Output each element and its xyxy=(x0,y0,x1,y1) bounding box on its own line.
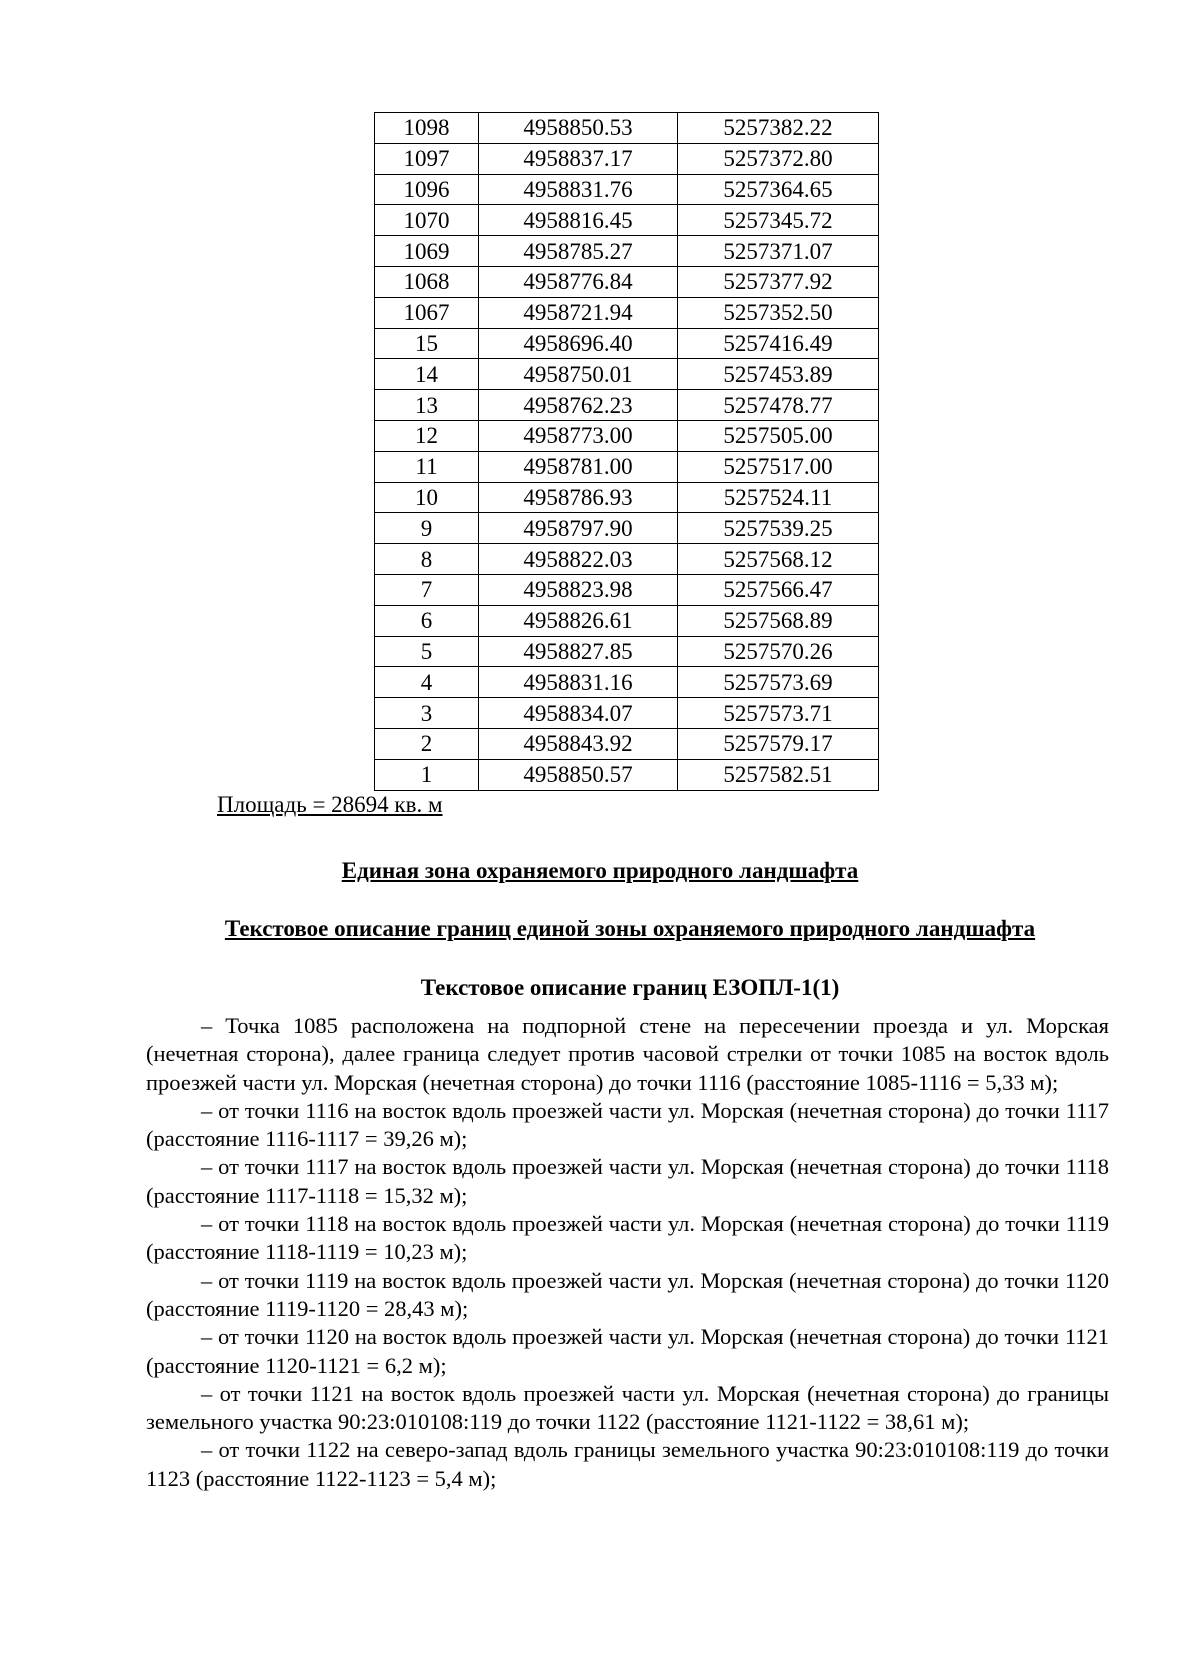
table-row xyxy=(375,759,879,790)
y-coordinate-cell: 5257382.22 xyxy=(678,113,879,144)
y-coordinate-cell: 5257371.07 xyxy=(678,236,879,267)
y-coordinate-cell: 5257478.77 xyxy=(678,390,879,421)
point-number-cell: 1067 xyxy=(375,297,479,328)
y-coordinate-cell: 5257579.17 xyxy=(678,728,879,759)
coordinates-table-body xyxy=(375,113,879,791)
coordinates-table xyxy=(374,112,879,791)
x-coordinate-cell: 4958831.76 xyxy=(479,174,678,205)
y-coordinate-cell: 5257568.89 xyxy=(678,605,879,636)
x-coordinate-cell: 4958826.61 xyxy=(479,605,678,636)
x-coordinate-cell: 4958721.94 xyxy=(479,297,678,328)
zone-title: Единая зона охраняемого природного ландшафта xyxy=(341,858,859,883)
y-coordinate-cell: 5257582.51 xyxy=(678,759,879,790)
x-coordinate-cell: 4958850.53 xyxy=(479,113,678,144)
point-number-cell: 1068 xyxy=(375,266,479,297)
point-number-cell: 4 xyxy=(375,667,479,698)
x-coordinate-cell: 4958750.01 xyxy=(479,359,678,390)
y-coordinate-cell: 5257573.71 xyxy=(678,698,879,729)
table-row xyxy=(375,328,879,359)
point-number-cell: 7 xyxy=(375,574,479,605)
area-label: Площадь = 28694 кв. м xyxy=(217,792,443,817)
table-row xyxy=(375,728,879,759)
point-number-cell: 1070 xyxy=(375,205,479,236)
table-row xyxy=(375,266,879,297)
x-coordinate-cell: 4958827.85 xyxy=(479,636,678,667)
x-coordinate-cell: 4958834.07 xyxy=(479,698,678,729)
x-coordinate-cell: 4958822.03 xyxy=(479,544,678,575)
table-row xyxy=(375,698,879,729)
table-row xyxy=(375,359,879,390)
table-row xyxy=(375,667,879,698)
table-row xyxy=(375,143,879,174)
point-number-cell: 1069 xyxy=(375,236,479,267)
table-row xyxy=(375,420,879,451)
point-number-cell: 15 xyxy=(375,328,479,359)
table-row xyxy=(375,205,879,236)
point-number-cell: 3 xyxy=(375,698,479,729)
x-coordinate-cell: 4958696.40 xyxy=(479,328,678,359)
point-number-cell: 13 xyxy=(375,390,479,421)
table-row xyxy=(375,390,879,421)
x-coordinate-cell: 4958831.16 xyxy=(479,667,678,698)
point-number-cell: 9 xyxy=(375,513,479,544)
y-coordinate-cell: 5257345.72 xyxy=(678,205,879,236)
paragraph: – от точки 1116 на восток вдоль проезжей части ул. Морская (нечетная сторона) до точки 1117 (расстояние 1116-1117 = 39,26 м); xyxy=(146,1097,1109,1152)
point-number-cell: 14 xyxy=(375,359,479,390)
table-row xyxy=(375,605,879,636)
point-number-cell: 6 xyxy=(375,605,479,636)
y-coordinate-cell: 5257573.69 xyxy=(678,667,879,698)
y-coordinate-cell: 5257517.00 xyxy=(678,451,879,482)
y-coordinate-cell: 5257539.25 xyxy=(678,513,879,544)
point-number-cell: 5 xyxy=(375,636,479,667)
x-coordinate-cell: 4958781.00 xyxy=(479,451,678,482)
point-number-cell: 11 xyxy=(375,451,479,482)
table-row xyxy=(375,297,879,328)
x-coordinate-cell: 4958762.23 xyxy=(479,390,678,421)
x-coordinate-cell: 4958850.57 xyxy=(479,759,678,790)
x-coordinate-cell: 4958773.00 xyxy=(479,420,678,451)
point-number-cell: 8 xyxy=(375,544,479,575)
paragraph: – от точки 1120 на восток вдоль проезжей части ул. Морская (нечетная сторона) до точки 1121 (расстояние 1120-1121 = 6,2 м); xyxy=(146,1324,1109,1378)
paragraph: – Точка 1085 расположена на подпорной стене на пересечении проезда и ул. Морская (нечетная сторона), далее граница следует против часовой стрелки от точки 1085 на восток вдоль проезжей части ул. Морская (нечетная сторона) до точки 1116 (расстояние 1085-1116 = 5,33 м); xyxy=(146,1013,1109,1095)
y-coordinate-cell: 5257416.49 xyxy=(678,328,879,359)
y-coordinate-cell: 5257372.80 xyxy=(678,143,879,174)
x-coordinate-cell: 4958776.84 xyxy=(479,266,678,297)
y-coordinate-cell: 5257568.12 xyxy=(678,544,879,575)
table-row xyxy=(375,513,879,544)
point-number-cell: 1096 xyxy=(375,174,479,205)
y-coordinate-cell: 5257570.26 xyxy=(678,636,879,667)
y-coordinate-cell: 5257364.65 xyxy=(678,174,879,205)
y-coordinate-cell: 5257524.11 xyxy=(678,482,879,513)
point-number-cell: 12 xyxy=(375,420,479,451)
paragraph: – от точки 1121 на восток вдоль проезжей части ул. Морская (нечетная сторона) до границы земельного участка 90:23:010108:119 до точки 1122 (расстояние 1121-1122 = 38,61 м); xyxy=(146,1380,1109,1435)
paragraph: – от точки 1117 на восток вдоль проезжей части ул. Морская (нечетная сторона) до точки 1118 (расстояние 1117-1118 = 15,32 м); xyxy=(146,1154,1109,1208)
table-row xyxy=(375,236,879,267)
x-coordinate-cell: 4958785.27 xyxy=(479,236,678,267)
table-row xyxy=(375,451,879,482)
y-coordinate-cell: 5257352.50 xyxy=(678,297,879,328)
y-coordinate-cell: 5257453.89 xyxy=(678,359,879,390)
y-coordinate-cell: 5257505.00 xyxy=(678,420,879,451)
description-title: Текстовое описание границ единой зоны охраняемого природного ландшафта xyxy=(224,916,1036,941)
paragraph: – от точки 1122 на северо-запад вдоль границы земельного участка 90:23:010108:119 до точки 1123 (расстояние 1122-1123 = 5,4 м); xyxy=(146,1437,1109,1491)
x-coordinate-cell: 4958823.98 xyxy=(479,574,678,605)
point-number-cell: 1098 xyxy=(375,113,479,144)
point-number-cell: 1097 xyxy=(375,143,479,174)
table-row xyxy=(375,636,879,667)
point-number-cell: 10 xyxy=(375,482,479,513)
x-coordinate-cell: 4958786.93 xyxy=(479,482,678,513)
paragraph: – от точки 1118 на восток вдоль проезжей части ул. Морская (нечетная сторона) до точки 1119 (расстояние 1118-1119 = 10,23 м); xyxy=(146,1211,1109,1265)
x-coordinate-cell: 4958837.17 xyxy=(479,143,678,174)
table-row xyxy=(375,174,879,205)
x-coordinate-cell: 4958797.90 xyxy=(479,513,678,544)
table-row xyxy=(375,544,879,575)
subsection-title: Текстовое описание границ ЕЗОПЛ-1(1) xyxy=(420,975,840,1000)
paragraph: – от точки 1119 на восток вдоль проезжей части ул. Морская (нечетная сторона) до точки 1120 (расстояние 1119-1120 = 28,43 м); xyxy=(146,1267,1109,1321)
table-row xyxy=(375,482,879,513)
y-coordinate-cell: 5257566.47 xyxy=(678,574,879,605)
x-coordinate-cell: 4958843.92 xyxy=(479,728,678,759)
point-number-cell: 2 xyxy=(375,728,479,759)
table-row xyxy=(375,113,879,144)
x-coordinate-cell: 4958816.45 xyxy=(479,205,678,236)
y-coordinate-cell: 5257377.92 xyxy=(678,266,879,297)
table-row xyxy=(375,574,879,605)
boundary-description xyxy=(146,1012,1109,1493)
point-number-cell: 1 xyxy=(375,759,479,790)
